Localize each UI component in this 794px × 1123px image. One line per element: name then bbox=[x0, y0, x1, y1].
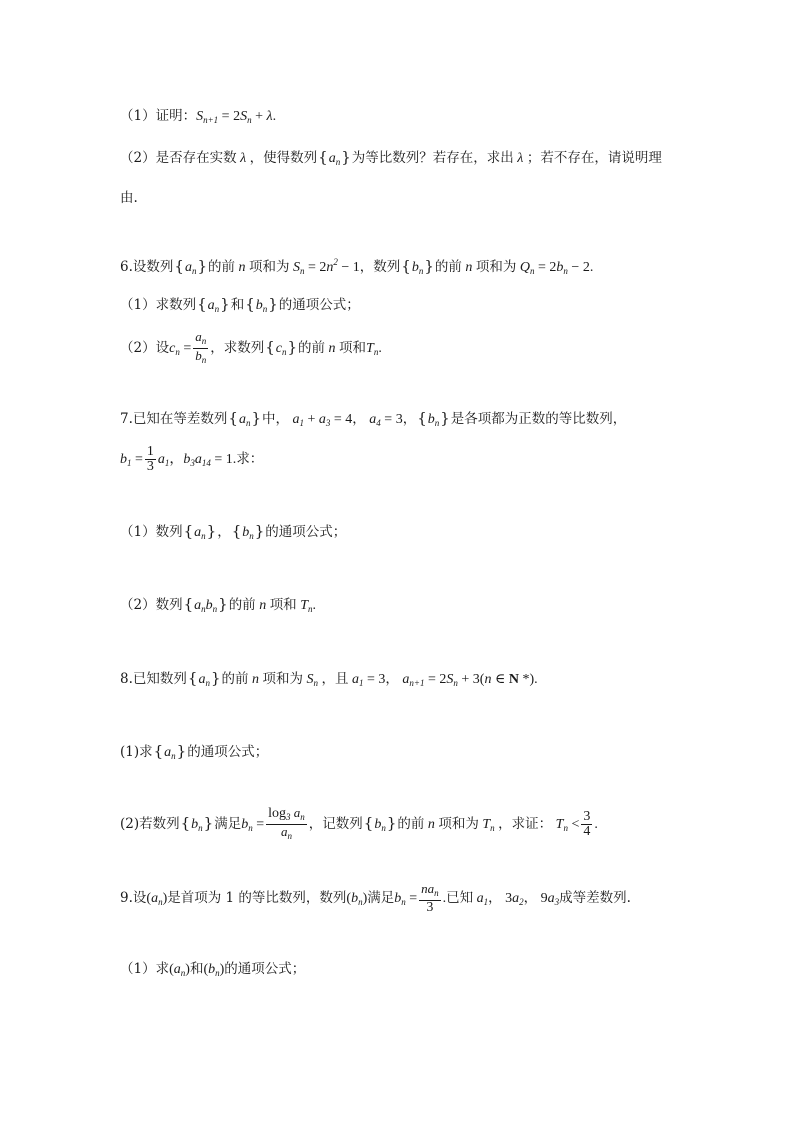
p6-q2-text: 的前 bbox=[298, 340, 326, 356]
p9-q1-text: 和 bbox=[189, 961, 204, 977]
p7-q2-text: 项和 bbox=[269, 597, 297, 613]
p6-stem: 6.设数列$\{a_n\}$的前 n 项和为 $S_n = 2n^2 - 1$，数列$\{b_n\}$的前 n 项和为 $Q_n = 2b_n - 2$. bbox=[120, 257, 594, 276]
p9-q1-text: （1）求 bbox=[120, 961, 170, 977]
p5-q2-text: ，使得数列 bbox=[249, 150, 318, 166]
p9-text: 成等差数列. bbox=[559, 890, 631, 906]
p6-text: 项和为 bbox=[475, 259, 517, 275]
p7-text: 已知在等差数列 bbox=[132, 411, 228, 427]
fraction: $\frac{a_n}{b_n}$ bbox=[195, 329, 207, 365]
p5-q1-label: （1）证明： bbox=[120, 108, 197, 124]
p8-q1-text: (1)求 bbox=[120, 744, 153, 760]
p7-text: 中， bbox=[261, 411, 289, 427]
p7-stem-cont: $b_1$ = $\frac{1}{3}$ $a_1$，$b_3a_{14} = 1$.求： bbox=[120, 444, 264, 474]
p9-text: 满足 bbox=[367, 890, 395, 906]
seq-b-formula: $\{b_n\}$ bbox=[401, 257, 434, 276]
p6-q1-text: 的通项公式； bbox=[278, 297, 360, 313]
p8-q2: (2)若数列$\{b_n\}$满足$b_n$ = $\frac{\log_3 a_n}{a_n}$ ，记数列$\{b_n\}$的前 n 项和为 $T_n$ ，求证： $T_n$ < $\frac{3}{4}$ . bbox=[120, 805, 598, 841]
lambda-symbol: λ bbox=[236, 151, 250, 166]
p9-stem: 9.设$(a_n)$是首项为 1 的等比数列，数列$(b_n)$满足$b_n$ = $\frac{na_n}{3}$ .已知 $a_1$， $3a_2$， $9a_3$成等差数列. bbox=[120, 881, 631, 915]
p6-text: 项和为 bbox=[248, 259, 290, 275]
p7-stem: 7.已知在等差数列$\{a_n\}$中， $a_1 + a_3 = 4$， $a_4 = 3$，$\{b_n\}$是各项都为正数的等比数列， bbox=[120, 409, 627, 428]
p8-q2-text: (2)若数列 bbox=[120, 816, 180, 832]
p8-q2-text: ，求证： bbox=[498, 816, 553, 832]
p7-q1-text: 的通项公式； bbox=[265, 524, 347, 540]
problem-number: 9. bbox=[120, 890, 133, 906]
p8-text: 项和为 bbox=[262, 671, 303, 687]
p8-text: ，且 bbox=[321, 671, 349, 687]
p7-q1-text: （1）数列 bbox=[120, 524, 183, 540]
problem-number: 6. bbox=[120, 259, 133, 275]
c-formula: $c_n$ = bbox=[169, 341, 192, 357]
p5-q2 bbox=[120, 147, 662, 172]
seq-a-formula: $\{a_n\}$ bbox=[174, 257, 207, 276]
p9-text: 已知 bbox=[446, 890, 474, 906]
p9-text: 设 bbox=[132, 890, 147, 906]
p6-q2-text: 项和 bbox=[339, 340, 367, 356]
p8-text: 的前 bbox=[221, 671, 249, 687]
p5-q2-text: ；若不存在，请说明理 bbox=[526, 150, 662, 166]
p7-q2-text: 的前 bbox=[228, 597, 256, 613]
p6-q2-text: ，求数列 bbox=[210, 340, 265, 356]
p5-q1 bbox=[120, 106, 276, 130]
p7-q1-text: ， bbox=[217, 524, 231, 540]
p5-q2-label: （2）是否存在实数 bbox=[120, 150, 237, 166]
p8-q2-text: 满足 bbox=[214, 816, 242, 832]
p6-q1-text: 和 bbox=[230, 297, 245, 313]
p6-q2-text: （2）设 bbox=[120, 340, 170, 356]
p8-text: ， bbox=[385, 671, 399, 687]
seq-a-formula: $\{a_n\}$ bbox=[318, 148, 351, 167]
p7-text: 是各项都为正数的等比数列， bbox=[450, 411, 627, 427]
p6-text: 的前 bbox=[434, 259, 462, 275]
p7-text: ， bbox=[352, 411, 366, 427]
p6-q1: （1）求数列$\{a_n\}$和$\{b_n\}$的通项公式； bbox=[120, 295, 360, 314]
p7-text: 求： bbox=[236, 451, 264, 467]
p9-q1: （1）求$(a_n)$和$(b_n)$的通项公式； bbox=[120, 961, 306, 978]
problem-number: 8. bbox=[120, 671, 133, 687]
p7-q1: （1）数列$\{a_n\}$，$\{b_n\}$的通项公式； bbox=[120, 522, 347, 541]
p8-stem: 8.已知数列$\{a_n\}$的前 n 项和为 $S_n$ ，且 $a_1 = 3$， $a_{n+1} = 2S_n + 3(n$ ∈ N *). bbox=[120, 669, 538, 688]
problem-number: 7. bbox=[120, 411, 133, 427]
p6-q2: （2）设$c_n$ = $\frac{a_n}{b_n}$ ，求数列$\{c_n\}$的前 n 项和$T_n$. bbox=[120, 329, 382, 365]
p5-q2-cont bbox=[120, 188, 138, 208]
p8-q1-text: 的通项公式； bbox=[187, 744, 269, 760]
p7-q2: （2）数列$\{a_nb_n\}$的前 n 项和 $T_n$. bbox=[120, 595, 316, 614]
p6-text: ，数列 bbox=[359, 259, 401, 275]
p5-q2-text: 为等比数列？若存在，求出 bbox=[351, 150, 514, 166]
p9-text: ， bbox=[523, 890, 538, 906]
p6-q1-text: （1）求数列 bbox=[120, 297, 197, 313]
p7-q2-text: （2）数列 bbox=[120, 597, 183, 613]
p5-q2-text: 由. bbox=[120, 190, 138, 206]
lambda-symbol: λ bbox=[513, 151, 527, 166]
p8-q2-text: 项和为 bbox=[438, 816, 479, 832]
p8-text: 已知数列 bbox=[132, 671, 187, 687]
p5-q1-formula: $S_{n+1} = 2S_n + \lambda$. bbox=[196, 109, 277, 125]
p8-q2-text: 的前 bbox=[397, 816, 425, 832]
q-formula: $Q_n = 2b_n - 2$. bbox=[516, 260, 594, 276]
p9-text: ， bbox=[488, 890, 502, 906]
p8-q2-text: ，记数列 bbox=[308, 816, 363, 832]
sum-formula: $S_n = 2n^2 - 1$ bbox=[289, 257, 360, 276]
p6-text: 设数列 bbox=[132, 259, 174, 275]
p7-text: ， bbox=[402, 411, 417, 427]
p9-q1-text: 的通项公式； bbox=[224, 961, 306, 977]
p9-text: 是首项为 1 的等比数列，数列 bbox=[167, 890, 347, 906]
p6-text: 的前 bbox=[207, 259, 235, 275]
p8-q1: (1)求$\{a_n\}$的通项公式； bbox=[120, 742, 269, 761]
